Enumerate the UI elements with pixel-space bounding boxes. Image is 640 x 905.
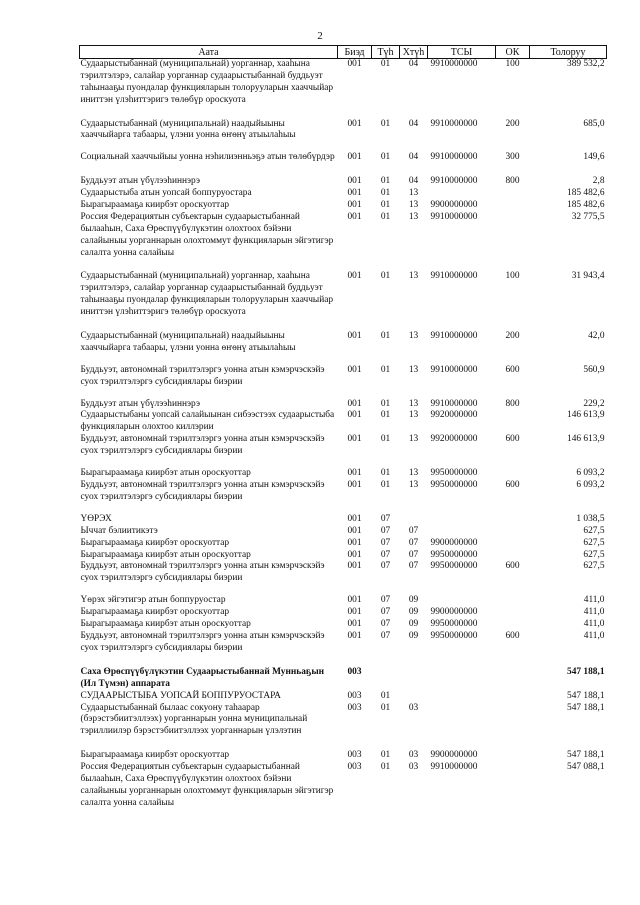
row-ok <box>496 607 530 619</box>
row-ok: 100 <box>505 59 520 69</box>
row-ok: 800 <box>505 398 520 409</box>
row-name: Бырагыраамаҕа киирбэт ороскуоттар <box>80 199 230 210</box>
row-ok <box>496 212 530 260</box>
table-row <box>80 399 607 411</box>
row-name: Социальнай хааччыйыы уонна нэһилиэнньэҕэ атын төлөбүрдэр <box>80 152 335 163</box>
row-spacer <box>80 655 607 667</box>
row-tuh: 01 <box>380 690 391 701</box>
table-row <box>80 703 607 751</box>
table-row <box>80 271 607 331</box>
table-row <box>80 691 607 703</box>
row-khtuh: 04 <box>408 118 419 129</box>
row-ok <box>496 468 530 480</box>
row-khtuh: 09 <box>408 607 419 618</box>
table-row <box>80 631 607 655</box>
row-khtuh: 13 <box>408 364 419 375</box>
row-ok <box>496 550 530 562</box>
spacer-cell <box>80 504 607 514</box>
row-spacer <box>80 585 607 595</box>
row-khtuh: 13 <box>408 188 419 199</box>
row-biyed: 001 <box>347 595 362 606</box>
row-khtuh: 03 <box>408 702 419 713</box>
row-biyed: 001 <box>347 152 362 163</box>
row-khtuh: 07 <box>408 549 419 560</box>
table-row <box>80 480 607 504</box>
row-khtuh: 13 <box>408 468 419 479</box>
row-name: Ыччат бэлиитикэтэ <box>80 525 158 536</box>
table-row <box>80 365 607 389</box>
row-name: Судаарыстыбаннай (муниципальнай) уорганнар, хааһына тэрилтэлэрэ, салайар уорганнар судаарыстыбаннай буддьуэт таһынааҕы пуондалар функцияларын толорууларын хааччыйар иниттэн үлэһиттэригэ төлөбүр ороскуота <box>80 271 334 318</box>
row-biyed: 001 <box>347 410 362 421</box>
spacer-cell <box>80 585 607 595</box>
row-tsy <box>428 703 496 751</box>
table-row <box>80 538 607 550</box>
row-amount: 389 532,2 <box>567 59 605 69</box>
header-tuh: Түһ <box>372 46 400 59</box>
row-amount: 627,5 <box>583 537 605 548</box>
spacer-cell <box>80 355 607 365</box>
row-tuh: 01 <box>380 750 391 761</box>
table-row <box>80 176 607 188</box>
row-biyed: 001 <box>347 211 362 222</box>
row-tsy: 9910000000 <box>430 398 478 409</box>
row-tsy: 9950000000 <box>430 619 478 630</box>
table-row <box>80 514 607 526</box>
row-amount: 547 188,1 <box>567 750 605 761</box>
row-spacer <box>80 142 607 152</box>
row-tsy: 9910000000 <box>430 152 478 163</box>
row-ok <box>496 667 530 691</box>
row-amount: 547 188,1 <box>567 690 605 701</box>
row-biyed: 001 <box>347 59 362 69</box>
row-amount: 547 188,1 <box>567 666 605 677</box>
row-tsy <box>428 526 496 538</box>
row-tuh: 01 <box>380 176 391 187</box>
table-row <box>80 119 607 143</box>
row-tsy: 9900000000 <box>430 199 478 210</box>
row-ok: 600 <box>505 364 520 375</box>
row-tuh: 01 <box>380 118 391 129</box>
row-biyed: 001 <box>347 513 362 524</box>
spacer-cell <box>80 458 607 468</box>
row-tuh: 01 <box>380 398 391 409</box>
table-row <box>80 750 607 762</box>
row-khtuh: 07 <box>408 561 419 572</box>
row-biyed: 001 <box>347 537 362 548</box>
row-amount: 42,0 <box>588 330 605 341</box>
row-khtuh <box>400 667 428 691</box>
row-amount: 6 093,2 <box>576 468 605 479</box>
row-tsy: 9920000000 <box>430 434 478 445</box>
row-amount: 31 943,4 <box>571 271 605 282</box>
row-amount: 185 482,6 <box>567 199 605 210</box>
row-tuh: 01 <box>380 199 391 210</box>
row-tsy: 9910000000 <box>430 176 478 187</box>
row-amount: 2,8 <box>592 176 605 187</box>
row-name: Судаарыстыбаннай (муниципальнай) наадыйыыны хааччыйарга табаары, үлэни уонна өҥөнү атыылаһыы <box>80 118 296 141</box>
row-name: Судаарыстыба атын уопсай боппуруостара <box>80 188 252 199</box>
row-tsy: 9910000000 <box>430 59 478 69</box>
row-tsy: 9950000000 <box>430 630 478 641</box>
row-name: Бырагыраамаҕа киирбэт ороскуоттар <box>80 607 230 618</box>
row-amount: 185 482,6 <box>567 188 605 199</box>
row-tsy: 9900000000 <box>430 537 478 548</box>
row-biyed: 003 <box>347 690 362 701</box>
row-amount: 411,0 <box>583 619 605 630</box>
row-khtuh: 13 <box>408 271 419 282</box>
row-khtuh: 13 <box>408 480 419 491</box>
row-biyed: 001 <box>347 468 362 479</box>
row-tsy <box>428 188 496 200</box>
row-khtuh: 07 <box>408 537 419 548</box>
row-amount: 547 088,1 <box>567 762 605 773</box>
row-ok: 600 <box>505 434 520 445</box>
row-name: Бырагыраамаҕа киирбэт ороскуоттар <box>80 537 230 548</box>
row-name: Судаарыстыбаны уопсай салайыынан сибээстээх судаарыстыба функцияларын олохтоо киллэрии <box>80 410 335 433</box>
row-name: СУДААРЫСТЫБА УОПСАЙ БОППУРУОСТАРА <box>80 690 281 701</box>
row-name: Бырагыраамаҕа киирбэт атын ороскуоттар <box>80 549 251 560</box>
row-khtuh: 03 <box>408 750 419 761</box>
row-biyed: 001 <box>347 176 362 187</box>
row-spacer <box>80 259 607 271</box>
table-row <box>80 331 607 355</box>
row-name: Буддьуэт, автономнай тэрилтэлэргэ уонна атын кэмэрчэскэйэ суох тэрилтэлэргэ субсидиялары биэрии <box>80 630 325 653</box>
row-amount: 411,0 <box>583 595 605 606</box>
row-ok: 600 <box>505 480 520 491</box>
row-tuh: 01 <box>380 188 391 199</box>
row-ok: 600 <box>505 630 520 641</box>
row-ok <box>496 410 530 434</box>
row-ok: 800 <box>505 176 520 187</box>
row-amount: 229,2 <box>583 398 605 409</box>
table-row <box>80 561 607 585</box>
table-row <box>80 468 607 480</box>
row-khtuh: 03 <box>408 762 419 773</box>
row-biyed: 001 <box>347 630 362 641</box>
row-tuh: 01 <box>380 271 391 282</box>
row-spacer <box>80 458 607 468</box>
row-ok: 300 <box>505 152 520 163</box>
row-tuh: 01 <box>380 410 391 421</box>
row-spacer <box>80 355 607 365</box>
row-tuh: 07 <box>380 619 391 630</box>
row-biyed: 001 <box>347 398 362 409</box>
table-row <box>80 188 607 200</box>
row-tuh: 07 <box>380 537 391 548</box>
row-tsy <box>428 514 496 526</box>
table-row <box>80 762 607 810</box>
row-biyed: 001 <box>347 364 362 375</box>
spacer-cell <box>80 389 607 399</box>
table-header-row <box>80 46 607 59</box>
row-name: Бырагыраамаҕа киирбэт атын ороскуоттар <box>80 468 251 479</box>
row-tuh: 07 <box>380 630 391 641</box>
row-tsy <box>428 667 496 691</box>
row-amount: 547 188,1 <box>567 702 605 713</box>
row-biyed: 001 <box>347 271 362 282</box>
row-ok <box>496 526 530 538</box>
row-tuh: 07 <box>380 513 391 524</box>
row-ok: 600 <box>505 561 520 572</box>
row-tuh: 01 <box>380 364 391 375</box>
header-amount: Толоруу <box>530 46 607 59</box>
row-tuh: 07 <box>380 525 391 536</box>
table-row <box>80 410 607 434</box>
row-amount: 411,0 <box>583 630 605 641</box>
row-tsy: 9900000000 <box>430 607 478 618</box>
row-amount: 411,0 <box>583 607 605 618</box>
row-name: Буддьуэт, автономнай тэрилтэлэргэ уонна атын кэмэрчэскэйэ суох тэрилтэлэргэ субсидиялары биэрии <box>80 561 325 584</box>
row-ok <box>496 619 530 631</box>
header-khtuh: Хтүһ <box>400 46 428 59</box>
row-ok <box>496 750 530 762</box>
row-biyed: 001 <box>347 619 362 630</box>
row-tuh: 07 <box>380 561 391 572</box>
row-amount: 1 038,5 <box>576 513 605 524</box>
row-name: Буддьуэт атын үбүлээһиннэрэ <box>80 176 200 187</box>
row-ok <box>496 538 530 550</box>
table-row <box>80 212 607 260</box>
row-ok: 200 <box>505 118 520 129</box>
table-row <box>80 667 607 691</box>
page-number: 2 <box>317 30 323 42</box>
row-biyed: 001 <box>347 525 362 536</box>
row-amount: 6 093,2 <box>576 480 605 491</box>
row-tuh <box>372 667 400 691</box>
row-ok <box>496 762 530 810</box>
table-body <box>80 59 607 810</box>
row-name: Буддьуэт атын үбүлээһиннэрэ <box>80 398 200 409</box>
row-khtuh <box>400 691 428 703</box>
header-name: Аата <box>80 46 338 59</box>
row-tuh: 01 <box>380 480 391 491</box>
row-name: Буддьуэт, автономнай тэрилтэлэргэ уонна атын кэмэрчэскэйэ суох тэрилтэлэргэ субсидиялары биэрии <box>80 480 325 502</box>
row-ok <box>496 200 530 212</box>
row-khtuh: 04 <box>408 59 419 69</box>
row-name: Бырагыраамаҕа киирбэт ороскуоттар <box>80 750 230 761</box>
row-ok <box>496 514 530 526</box>
row-biyed: 001 <box>347 188 362 199</box>
table-row <box>80 59 607 119</box>
row-ok: 200 <box>505 330 520 341</box>
row-khtuh: 13 <box>408 398 419 409</box>
row-khtuh: 13 <box>408 211 419 222</box>
row-biyed: 003 <box>347 750 362 761</box>
row-tsy: 9910000000 <box>430 762 478 773</box>
row-khtuh: 09 <box>408 630 419 641</box>
row-tsy: 9950000000 <box>430 468 478 479</box>
row-ok <box>496 595 530 607</box>
row-amount: 627,5 <box>583 561 605 572</box>
row-tuh: 01 <box>380 211 391 222</box>
row-tuh: 01 <box>380 434 391 445</box>
row-tsy: 9910000000 <box>430 211 478 222</box>
row-khtuh: 13 <box>408 199 419 210</box>
row-biyed: 003 <box>347 666 362 677</box>
row-amount: 627,5 <box>583 549 605 560</box>
row-khtuh: 13 <box>408 434 419 445</box>
row-khtuh: 09 <box>408 619 419 630</box>
row-name: Судаарыстыбаннай (муниципальнай) наадыйыыны хааччыйарга табаары, үлэни уонна өҥөнү атыылаһыы <box>80 330 296 353</box>
header-tsy: ТСЫ <box>428 46 496 59</box>
row-tuh: 07 <box>380 595 391 606</box>
row-biyed: 001 <box>347 607 362 618</box>
row-name: Саха Өрөспүүбүлүкэтин Судаарыстыбаннай Мунньаҕын (Ил Түмэн) аппарата <box>80 666 325 689</box>
table-row <box>80 152 607 176</box>
row-amount: 685,0 <box>583 118 605 129</box>
row-tsy: 9900000000 <box>430 750 478 761</box>
row-amount: 32 775,5 <box>571 211 605 222</box>
row-khtuh: 04 <box>408 176 419 187</box>
row-biyed: 001 <box>347 480 362 491</box>
row-biyed: 001 <box>347 561 362 572</box>
row-tsy: 9950000000 <box>430 561 478 572</box>
row-khtuh <box>400 514 428 526</box>
row-name: Судаарыстыбаннай (муниципальнай) уорганнар, хааһына тэрилтэлэрэ, салайар уорганнар судаарыстыбаннай буддьуэт таһынааҕы пуондалар функцияларын толорууларын хааччыйар иниттэн үлэһиттэригэ төлөбүр ороскуота <box>80 59 334 105</box>
row-tuh: 01 <box>380 702 391 713</box>
row-biyed: 003 <box>347 702 362 713</box>
row-tuh: 07 <box>380 549 391 560</box>
row-name: Бырагыраамаҕа киирбэт атын ороскуоттар <box>80 619 251 630</box>
table-row <box>80 550 607 562</box>
spacer-cell <box>80 655 607 667</box>
row-tsy: 9910000000 <box>430 271 478 282</box>
row-tsy: 9950000000 <box>430 549 478 560</box>
row-amount: 146 613,9 <box>567 410 605 421</box>
row-ok <box>496 691 530 703</box>
row-tuh: 01 <box>380 152 391 163</box>
row-tuh: 01 <box>380 330 391 341</box>
row-ok <box>496 188 530 200</box>
row-tuh: 07 <box>380 607 391 618</box>
budget-table <box>79 45 607 810</box>
row-tsy: 9910000000 <box>430 118 478 129</box>
row-ok <box>496 703 530 751</box>
row-khtuh: 13 <box>408 330 419 341</box>
header-ok: ОК <box>496 46 530 59</box>
row-biyed: 001 <box>347 549 362 560</box>
row-tsy: 9910000000 <box>430 364 478 375</box>
row-biyed: 001 <box>347 199 362 210</box>
row-biyed: 001 <box>347 330 362 341</box>
row-name: Үөрэх эйгэтигэр атын боппуруостар <box>80 595 226 606</box>
table-row <box>80 434 607 458</box>
row-biyed: 001 <box>347 434 362 445</box>
row-name: Буддьуэт, автономнай тэрилтэлэргэ уонна атын кэмэрчэскэйэ суох тэрилтэлэргэ субсидиялары биэрии <box>80 364 325 387</box>
row-tsy: 9920000000 <box>430 410 478 421</box>
row-ok: 100 <box>505 271 520 282</box>
spacer-cell <box>80 259 607 271</box>
row-khtuh: 09 <box>408 595 419 606</box>
row-amount: 627,5 <box>583 525 605 536</box>
row-name: ҮӨРЭХ <box>80 513 112 524</box>
row-biyed: 001 <box>347 118 362 129</box>
table-row <box>80 595 607 607</box>
header-biyed: Биэд <box>338 46 372 59</box>
row-amount: 146 613,9 <box>567 434 605 445</box>
table-row <box>80 526 607 538</box>
row-khtuh: 07 <box>408 525 419 536</box>
row-name: Россия Федерациятын субъектарын судаарыстыбаннай былааһын, Саха Өрөспүүбүлүкэтин олохтоох бэйэни салайыныы уорганнарын олохтоммут функцияларын эйгэтигэр салалта уонна салайыы <box>80 762 334 808</box>
row-amount: 560,9 <box>583 364 605 375</box>
row-tuh: 01 <box>380 468 391 479</box>
row-name: Судаарыстыбаннай былаас сокуону таһаарар (бэрэстэбиитэллээх) уорганнарын уонна муниципальнай тэриллиилэр бэрэстэбиитэллээх уорганнарын үлэлэтин <box>80 702 308 737</box>
row-spacer <box>80 389 607 399</box>
row-name: Буддьуэт, автономнай тэрилтэлэргэ уонна атын кэмэрчэскэйэ суох тэрилтэлэргэ субсидиялары биэрии <box>80 434 325 457</box>
row-tuh: 01 <box>380 762 391 773</box>
row-khtuh: 13 <box>408 410 419 421</box>
row-tuh: 01 <box>380 59 391 69</box>
table-row <box>80 200 607 212</box>
row-amount: 149,6 <box>583 152 605 163</box>
table-row <box>80 619 607 631</box>
row-name: Россия Федерациятын субъектарын судаарыстыбаннай былааһын, Саха Өрөспүүбүлүкэтин олохтоох бэйэни салайыныы уорганнарын олохтоммут функцияларын эйгэтигэр салалта уонна салайыы <box>80 211 334 258</box>
row-biyed: 003 <box>347 762 362 773</box>
row-spacer <box>80 504 607 514</box>
row-tsy: 9950000000 <box>430 480 478 491</box>
row-tsy <box>428 691 496 703</box>
spacer-cell <box>80 142 607 152</box>
table-row <box>80 607 607 619</box>
row-tsy <box>428 595 496 607</box>
row-khtuh: 04 <box>408 152 419 163</box>
row-tsy: 9910000000 <box>430 330 478 341</box>
